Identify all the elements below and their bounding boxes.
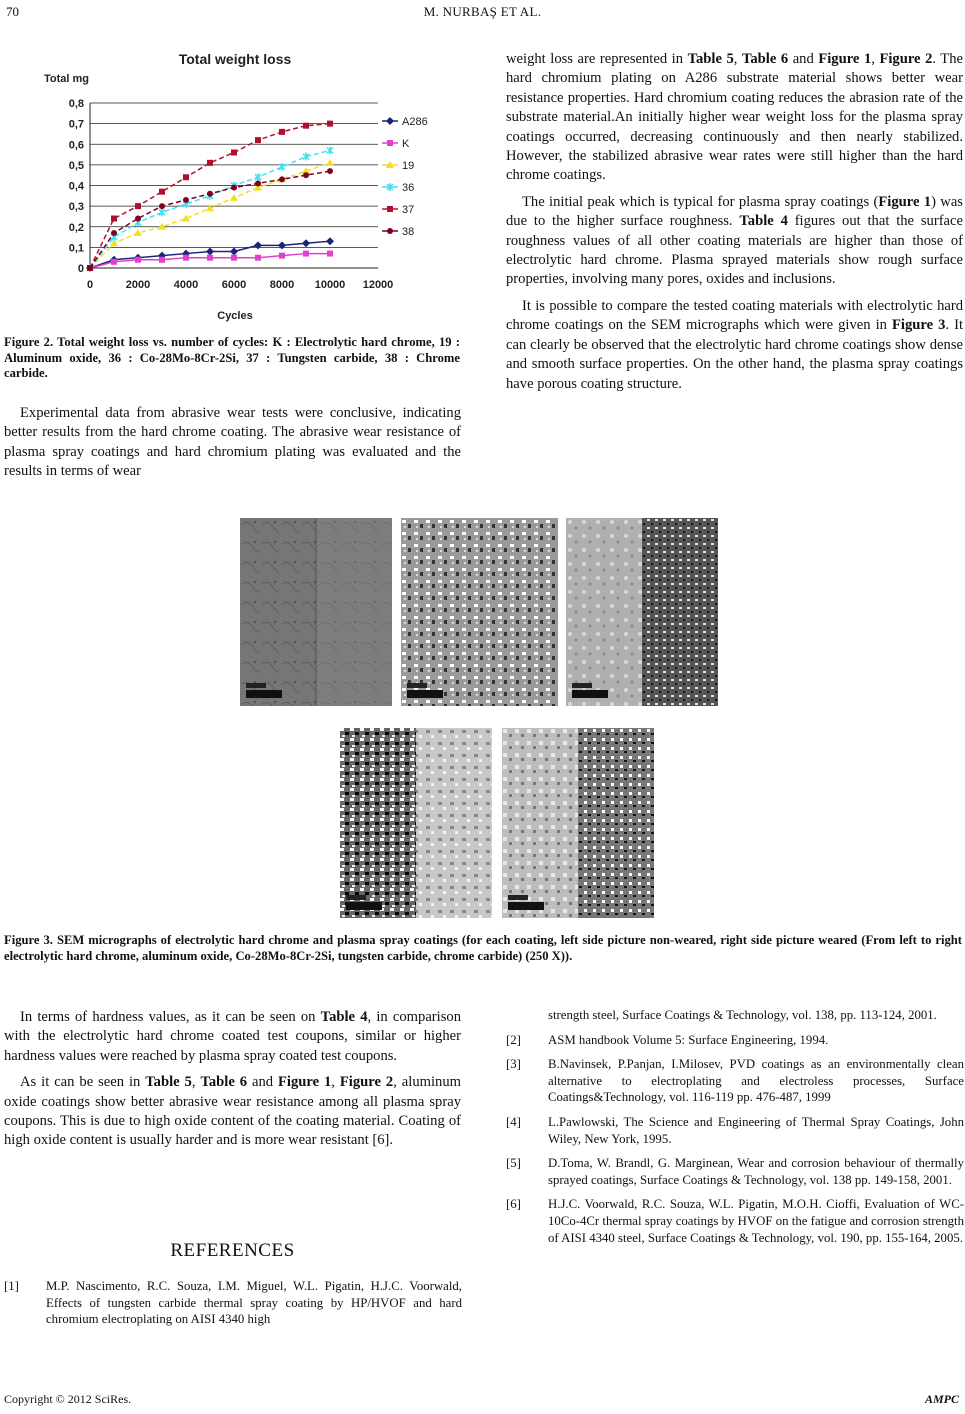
scale-bar-mark	[572, 683, 592, 688]
legend-label: 19	[402, 160, 415, 172]
x-axis-label: Cycles	[217, 310, 253, 322]
y-tick-label: 0,8	[68, 98, 84, 110]
sem-micrograph-tungsten-carbide	[340, 728, 492, 918]
scale-bar-mark	[346, 895, 366, 900]
scale-bar-mark	[246, 683, 266, 688]
scale-bar	[572, 690, 608, 698]
references-heading: REFERENCES	[170, 1240, 295, 1261]
paragraph: In terms of hardness values, as it can be seen on Table 4, in comparison with the electrolytic hard chrome coated test coupons, similar or higher hardness values were reached by plasma spray coated test coupons.	[4, 1009, 461, 1064]
paragraph: Experimental data from abrasive wear tests were conclusive, indicating better results from the hard chrome coating. The abrasive wear resistance of plasma spray coatings and hard chromium plating was evaluated and the results in terms of wear	[4, 405, 461, 480]
y-tick-label: 0,7	[68, 118, 84, 131]
figure-3-caption: Figure 3. SEM micrographs of electrolytic hard chrome and plasma spray coatings (for each coating, left side picture non-weared, right side picture weared (From left to right electrolytic hard chrome, aluminum oxide, Co-28Mo-8Cr-2Si, tungsten carbide, chrome carbide) (250 X)).	[4, 933, 962, 963]
data-point	[207, 191, 213, 197]
paragraph: It is possible to compare the tested coating materials with electrolytic hard chrome coatings on the SEM micrographs which were given in Figure 3. It can clearly be observed that the electrolytic hard chrome coatings show dense and smooth surface properties. On the other hand, the plasma spray coatings have porous coating structure.	[506, 297, 963, 392]
data-point	[327, 168, 333, 174]
reference-item: [3] B.Navinsek, P.Panjan, I.Milosev, PVD coatings as an environmentally clean alternative to electroplating and electroless processes, Surface Coatings&Technology, vol. 116-119 pp. 476-487, 1999	[506, 1057, 964, 1105]
data-point	[303, 123, 309, 129]
y-tick-label: 0,5	[68, 159, 84, 172]
y-tick-label: 0,2	[68, 221, 84, 234]
data-point	[111, 259, 117, 265]
scale-bar	[407, 690, 443, 698]
reference-item: strength steel, Surface Coatings & Technology, vol. 138, pp. 113-124, 2001.	[548, 1008, 937, 1022]
figure-3-micrographs	[240, 518, 724, 920]
references-list-left	[4, 1278, 462, 1336]
y-tick-label: 0	[77, 263, 84, 275]
sem-hard-chrome-texture	[240, 518, 392, 706]
reference-item: [1] M.P. Nascimento, R.C. Souza, I.M. Miguel, W.L. Pigatin, H.J.C. Voorwald, Effects of tungsten carbide thermal spray coating by HP/HVOF and hard chromium electroplating on AISI 4340 high	[4, 1279, 462, 1327]
reference-item: [4] L.Pawlowski, The Science and Engineering of Thermal Spray Coatings, John Wiley, New York, 1995.	[506, 1114, 964, 1146]
legend-marker	[387, 228, 393, 234]
data-point	[183, 255, 189, 261]
sem-micrograph-chrome-carbide	[502, 728, 654, 918]
data-point	[279, 176, 285, 182]
scale-bar	[346, 902, 382, 910]
figure-2-chart	[40, 46, 430, 324]
legend-marker	[387, 140, 393, 146]
data-point	[159, 203, 165, 209]
sem-tungsten-carbide-texture	[340, 728, 492, 918]
data-point	[327, 121, 333, 127]
reference-item: [2] ASM handbook Volume 5: Surface Engineering, 1994.	[506, 1032, 829, 1047]
data-point	[303, 251, 309, 257]
data-point	[207, 160, 213, 166]
legend-label: 36	[402, 182, 415, 194]
paragraph: As it can be seen in Table 5, Table 6 and Figure 1, Figure 2, aluminum oxide coatings show better abrasive wear resistance among all plasma spray coupons. This is due to high oxide content of the coating material. Coating of high oxide content is usually harder and is more wear resistant [6].	[4, 1074, 461, 1149]
x-tick-label: 0	[86, 279, 94, 291]
x-tick-label: 12000	[362, 279, 394, 291]
data-point	[279, 129, 285, 135]
data-point	[183, 197, 189, 203]
data-point	[231, 255, 237, 261]
scale-bar-mark	[407, 683, 427, 688]
legend-marker	[387, 206, 393, 212]
y-tick-label: 0,4	[68, 180, 84, 193]
data-point	[279, 253, 285, 259]
data-point	[327, 251, 333, 257]
legend-label: K	[402, 138, 410, 150]
scale-bar-mark	[508, 895, 528, 900]
x-tick-label: 4000	[173, 279, 199, 291]
legend-label: A286	[402, 116, 428, 128]
data-point	[135, 216, 141, 222]
sem-micrograph-co-mo-cr-si	[566, 518, 718, 706]
legend-label: 38	[402, 226, 415, 238]
data-point	[87, 265, 93, 271]
data-point	[255, 180, 261, 186]
data-point	[303, 172, 309, 178]
data-point	[111, 216, 117, 222]
sem-micrograph-hard-chrome	[240, 518, 392, 706]
y-tick-label: 0,3	[68, 201, 84, 214]
chart-title: Total weight loss	[178, 51, 292, 67]
x-tick-label: 2000	[125, 279, 151, 291]
paragraph: The initial peak which is typical for plasma spray coatings (Figure 1) was due to the higher surface roughness. Table 4 figures out that the surface roughness values of all other coating materials are higher than those of electrolytic hard chrome. Plasma sprayed materials show rough surface properties, involving many pores, oxides and inclusions.	[506, 193, 963, 288]
data-point	[255, 137, 261, 143]
legend-label: 37	[402, 204, 415, 216]
x-tick-label: 8000	[269, 279, 295, 291]
journal-footer: AMPC	[924, 1392, 959, 1406]
y-tick-label: 0,6	[68, 139, 84, 152]
paragraph: weight loss are represented in Table 5, Table 6 and Figure 1, Figure 2. The hard chromium plating on A286 substrate material shows better wear resistance properties. Hard chromium coating reduces the abrasion rate of the substrate material.An initially higher wear weight loss for the plasma spray coatings occurred, decreasing continuously and then nearly stabilized. However, the stabilized abrasive wear rates were still higher than the hard chrome coatings.	[506, 51, 963, 184]
reference-item: [6] H.J.C. Voorwald, R.C. Souza, W.L. Pigatin, M.O.H. Cioffi, Evaluation of WC-10Co-4Cr thermal spray coatings by HVOF on the fatigue and corrosion strength of AISI 4340 steel, Surface Coatings & Technology, vol. 190, pp. 155-164, 2005.	[506, 1197, 964, 1245]
sem-chrome-carbide-texture	[502, 728, 654, 918]
data-point	[159, 189, 165, 195]
left-column-bottom	[4, 1008, 461, 1151]
figure-2-caption: Figure 2. Total weight loss vs. number of cycles: K : Electrolytic hard chrome, 19 : Aluminum oxide, 36 : Co-28Mo-8Cr-2Si, 37 : Tungsten carbide, 38 : Chrome carbide.	[4, 335, 460, 381]
data-point	[231, 185, 237, 191]
x-tick-label: 6000	[221, 279, 247, 291]
x-tick-label: 10000	[314, 279, 346, 291]
running-header-authors: M. NURBAŞ ET AL.	[423, 4, 542, 19]
y-axis-label: Total mg	[44, 73, 90, 85]
references-list-right	[506, 1007, 964, 1254]
data-point	[135, 257, 141, 263]
reference-item: [5] D.Toma, W. Brandl, G. Marginean, Wear and corrosion behaviour of thermally sprayed coatings, Surface Coatings & Technology, vol. 138 pp. 149-158, 2001.	[506, 1156, 964, 1187]
left-column-top	[4, 404, 461, 482]
data-point	[207, 255, 213, 261]
data-point	[159, 257, 165, 263]
sem-aluminum-oxide-texture	[401, 518, 558, 706]
data-point	[183, 174, 189, 180]
page-number: 70	[6, 4, 19, 19]
sem-co-mo-cr-si-texture	[566, 518, 718, 706]
copyright-footer: Copyright © 2012 SciRes.	[4, 1392, 132, 1406]
y-tick-label: 0,1	[68, 242, 84, 255]
sem-micrograph-aluminum-oxide	[401, 518, 558, 706]
data-point	[135, 203, 141, 209]
scale-bar	[246, 690, 282, 698]
data-point	[255, 255, 261, 261]
data-point	[231, 150, 237, 156]
right-column	[506, 50, 963, 394]
scale-bar	[508, 902, 544, 910]
total-weight-loss-chart	[40, 46, 430, 324]
data-point	[111, 230, 117, 236]
